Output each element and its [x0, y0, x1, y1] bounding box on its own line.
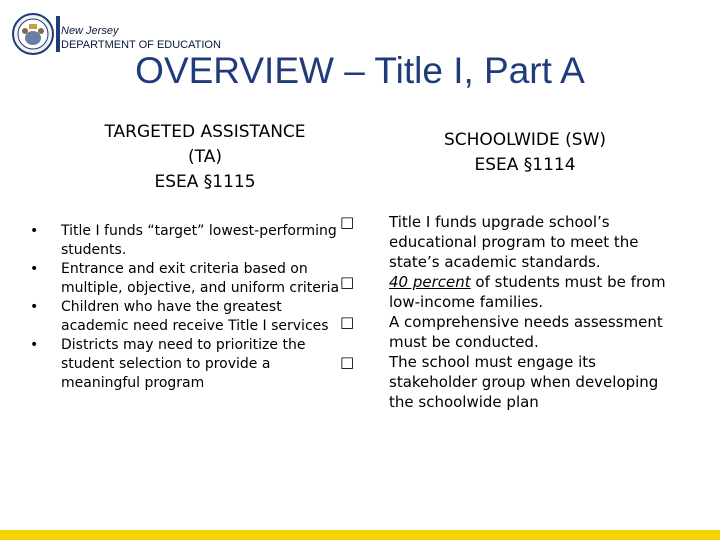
targeted-assistance-list [20, 222, 340, 393]
list-item-text: Districts may need to prioritize the student selection to provide a meaningful program [61, 337, 306, 391]
schoolwide-list [340, 212, 670, 412]
list-item-text: of students must be from low-income families. [389, 273, 666, 311]
bullet-icon: • [30, 299, 39, 315]
list-item [340, 312, 670, 352]
ta-heading-line2: (TA) [188, 147, 222, 167]
department-name: DEPARTMENT OF EDUCATION [61, 39, 221, 51]
checkbox-bullet-icon: □ [340, 353, 355, 371]
slide-title: OVERVIEW – Title I, Part A [135, 50, 585, 91]
checkbox-bullet-icon: □ [340, 273, 355, 291]
department-label [61, 24, 221, 52]
list-item-text: Children who have the greatest academic need receive Title I services [61, 299, 329, 334]
ta-heading-line1: TARGETED ASSISTANCE [104, 122, 306, 142]
list-item-text: The school must engage its stakeholder group when developing the schoolwide plan [389, 353, 659, 411]
ta-heading-line3: ESEA §1115 [154, 172, 256, 192]
state-name: New Jersey [61, 25, 119, 37]
forty-percent-emphasis: 40 percent [389, 273, 471, 291]
list-item [20, 222, 340, 260]
schoolwide-heading [380, 128, 670, 178]
list-item [340, 352, 670, 412]
targeted-assistance-heading [60, 120, 350, 195]
checkbox-bullet-icon: □ [340, 213, 355, 231]
bullet-icon: • [30, 337, 39, 353]
bullet-icon: • [30, 223, 39, 239]
bullet-icon: • [30, 261, 39, 277]
sw-heading-line1: SCHOOLWIDE (SW) [443, 130, 607, 150]
list-item [20, 298, 340, 336]
list-item-text: Entrance and exit criteria based on multiple, objective, and uniform criteria [61, 261, 340, 296]
sw-heading-line2: ESEA §1114 [474, 155, 576, 175]
list-item-text: A comprehensive needs assessment must be conducted. [389, 313, 663, 351]
list-item-text: Title I funds upgrade school’s educational program to meet the state’s academic standards. [389, 213, 639, 271]
list-item-text: Title I funds “target” lowest-performing students. [61, 223, 337, 258]
list-item [340, 212, 670, 272]
list-item [20, 260, 340, 298]
list-item [20, 336, 340, 393]
checkbox-bullet-icon: □ [340, 313, 355, 331]
footer-bar [0, 530, 720, 540]
header-stripe [56, 16, 60, 52]
list-item [340, 272, 670, 312]
